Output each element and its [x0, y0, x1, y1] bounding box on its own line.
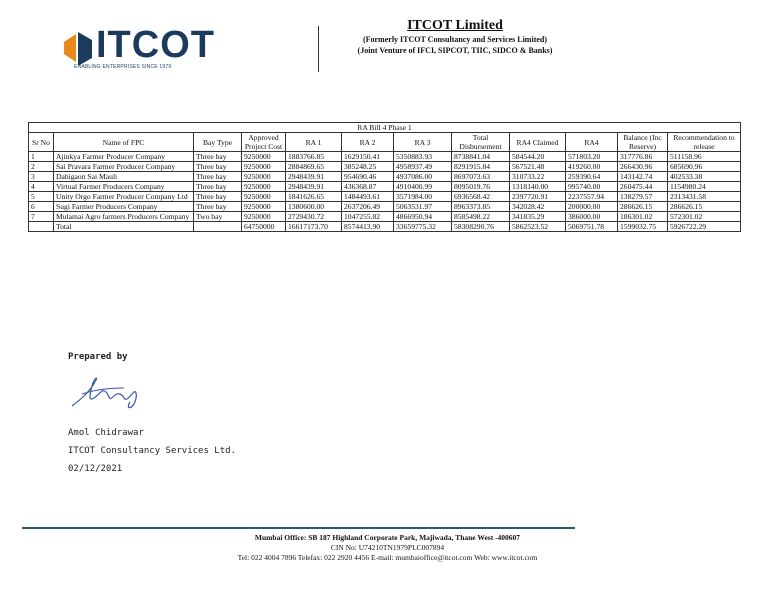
table-cell: 2397720.91 [510, 192, 566, 202]
table-cell: 9250000 [242, 212, 286, 222]
table-cell: 317776.86 [618, 152, 668, 162]
table-cell: 286626.15 [668, 202, 741, 212]
table-cell: Mulamai Agro farmers Producers Company [54, 212, 194, 222]
table-cell: 1629150.41 [342, 152, 394, 162]
table-cell: 7 [29, 212, 54, 222]
table-cell: 9250000 [242, 202, 286, 212]
col-header: RA4 [566, 133, 618, 152]
signatory-organization: ITCOT Consultancy Services Ltd. [68, 446, 236, 456]
table-cell: 9250000 [242, 162, 286, 172]
table-cell: 310733.22 [510, 172, 566, 182]
table-cell: 2237557.94 [566, 192, 618, 202]
table-cell: 6936568.42 [452, 192, 510, 202]
table-cell [194, 222, 242, 232]
signatory-name: Amol Chidrawar [68, 428, 144, 438]
col-header: Approved Project Cost [242, 133, 286, 152]
table-cell: 436368.87 [342, 182, 394, 192]
table-cell: 1154980.24 [668, 182, 741, 192]
table-cell: 16617173.70 [286, 222, 342, 232]
table-row [29, 162, 741, 172]
col-header: Name of FPC [54, 133, 194, 152]
table-cell: 58308290.76 [452, 222, 510, 232]
logo-wordmark: ITCOT [96, 24, 215, 66]
table-cell: 1484493.61 [342, 192, 394, 202]
company-subtitle-formerly: (Formerly ITCOT Consultancy and Services Limited) [362, 35, 548, 44]
table-cell: 186301.02 [618, 212, 668, 222]
table-cell: 386000.00 [566, 212, 618, 222]
table-cell: 1841626.65 [286, 192, 342, 202]
table-cell: 4937086.00 [394, 172, 452, 182]
table-cell: 8291915.84 [452, 162, 510, 172]
table-cell: 1380600.00 [286, 202, 342, 212]
table-cell: 143142.74 [618, 172, 668, 182]
table-cell: 5 [29, 192, 54, 202]
footer-contact: Tel: 022 4004 7896 Telefax: 022 2920 4456 E-mail: mumbaioffice@itcot.com Web: www.itcot.com [237, 553, 538, 562]
table-cell: 419260.00 [566, 162, 618, 172]
table-cell: 4 [29, 182, 54, 192]
table-row [29, 212, 741, 222]
col-header: Sr No [29, 133, 54, 152]
company-logo [62, 26, 222, 74]
table-cell: 1 [29, 152, 54, 162]
table-cell: Two bay [194, 212, 242, 222]
footer [180, 533, 595, 563]
table-cell: Unity Orgo Farmer Producer Company Ltd [54, 192, 194, 202]
table-cell: 2948439.91 [286, 172, 342, 182]
table-cell: Ajinkya Farmer Producer Company [54, 152, 194, 162]
table-row [29, 172, 741, 182]
table-cell: 2 [29, 162, 54, 172]
table-cell: 33659775.32 [394, 222, 452, 232]
table-cell: 385248.25 [342, 162, 394, 172]
table-row [29, 192, 741, 202]
table-cell: 342028.42 [510, 202, 566, 212]
table-cell: 5926722.29 [668, 222, 741, 232]
table-cell: 9250000 [242, 192, 286, 202]
table-cell: 2884869.65 [286, 162, 342, 172]
table-cell: 8963373.85 [452, 202, 510, 212]
col-header: RA 1 [286, 133, 342, 152]
table-cell: 9250000 [242, 182, 286, 192]
table-cell [29, 222, 54, 232]
col-header: Bay Type [194, 133, 242, 152]
table-cell: 567521.48 [510, 162, 566, 172]
table-cell: 571803.20 [566, 152, 618, 162]
company-subtitle-jv: (Joint Venture of IFCI, SIPCOT, TIIC, SIDCO & Banks) [357, 46, 553, 55]
table-cell: 5063531.97 [394, 202, 452, 212]
table-cell: 9250000 [242, 172, 286, 182]
table-cell: 1883766.85 [286, 152, 342, 162]
table-cell: Three bay [194, 162, 242, 172]
table-cell: 259390.64 [566, 172, 618, 182]
footer-cin: CIN No: U74210TN1979PLC007894 [330, 543, 445, 552]
table-cell: 2948439.91 [286, 182, 342, 192]
table-cell: 511158.96 [668, 152, 741, 162]
col-header: Total Disbursement [452, 133, 510, 152]
table-cell: Sugi Farmer Producers Company [54, 202, 194, 212]
table-cell: 2637206.49 [342, 202, 394, 212]
table-cell: 4866950.94 [394, 212, 452, 222]
col-header: Recommendation to release [668, 133, 741, 152]
table-cell: 685690.96 [668, 162, 741, 172]
table-cell: Three bay [194, 182, 242, 192]
table-cell: 6 [29, 202, 54, 212]
table-cell: 4910400.99 [394, 182, 452, 192]
table-cell: 1599032.75 [618, 222, 668, 232]
table-row [29, 182, 741, 192]
table-cell: 5862523.52 [510, 222, 566, 232]
col-header: RA4 Claimed [510, 133, 566, 152]
table-total-row [29, 222, 741, 232]
table-cell: 995740.00 [566, 182, 618, 192]
table-cell: 2729430.72 [286, 212, 342, 222]
table-cell: Three bay [194, 192, 242, 202]
table-cell: Dahigaon Sai Mauli [54, 172, 194, 182]
table-cell: Three bay [194, 202, 242, 212]
table-cell: Three bay [194, 152, 242, 162]
table-cell: 584544.20 [510, 152, 566, 162]
table-cell: 9250000 [242, 152, 286, 162]
table-cell: 64750000 [242, 222, 286, 232]
table-header-row [29, 133, 741, 152]
table-cell: Three bay [194, 172, 242, 182]
table-cell: 286626.15 [618, 202, 668, 212]
table-cell: Sai Pravara Farmer Producer Company [54, 162, 194, 172]
table-cell: 4958937.49 [394, 162, 452, 172]
table-cell: 8738841.04 [452, 152, 510, 162]
table-cell: 3 [29, 172, 54, 182]
table-cell: 572301.02 [668, 212, 741, 222]
table-row [29, 152, 741, 162]
table-cell: 2313431.58 [668, 192, 741, 202]
footer-divider [22, 527, 575, 529]
table-caption: RA Bill 4 Phase 1 [29, 123, 741, 133]
table-cell: 8095019.76 [452, 182, 510, 192]
table-cell: 402533.38 [668, 172, 741, 182]
letterhead [330, 18, 580, 56]
table-cell: 5350883.93 [394, 152, 452, 162]
table-cell: 3571984.00 [394, 192, 452, 202]
table-row [29, 202, 741, 212]
footer-office-address: Mumbai Office: SB 187 Highland Corporate Park, Majiwada, Thane West -400607 [254, 533, 521, 542]
company-title: ITCOT Limited [407, 18, 503, 33]
prepared-by-label: Prepared by [68, 352, 128, 362]
table-cell: Total [54, 222, 194, 232]
table-cell: 260475.44 [618, 182, 668, 192]
table-cell: 8697073.63 [452, 172, 510, 182]
table-cell: 5069751.78 [566, 222, 618, 232]
handwritten-signature [68, 370, 148, 414]
logo-mark-icon [62, 28, 96, 68]
table-cell: 200000.00 [566, 202, 618, 212]
logo-tagline: ENABLING ENTERPRISES SINCE 1979 [74, 64, 172, 70]
table-cell: Virtual Farmer Producers Company [54, 182, 194, 192]
signature-date: 02/12/2021 [68, 464, 123, 474]
table-cell: 8574413.90 [342, 222, 394, 232]
table-cell: 341835.29 [510, 212, 566, 222]
col-header: RA 2 [342, 133, 394, 152]
table-cell: 954690.46 [342, 172, 394, 182]
header-divider [318, 26, 319, 72]
table-cell: 1047255.82 [342, 212, 394, 222]
table-cell: 266430.96 [618, 162, 668, 172]
col-header: Balance (Inc Reserve) [618, 133, 668, 152]
ra-bill-table [28, 122, 741, 232]
table-cell: 1318140.00 [510, 182, 566, 192]
col-header: RA 3 [394, 133, 452, 152]
table-cell: 138279.57 [618, 192, 668, 202]
table-cell: 8585498.22 [452, 212, 510, 222]
